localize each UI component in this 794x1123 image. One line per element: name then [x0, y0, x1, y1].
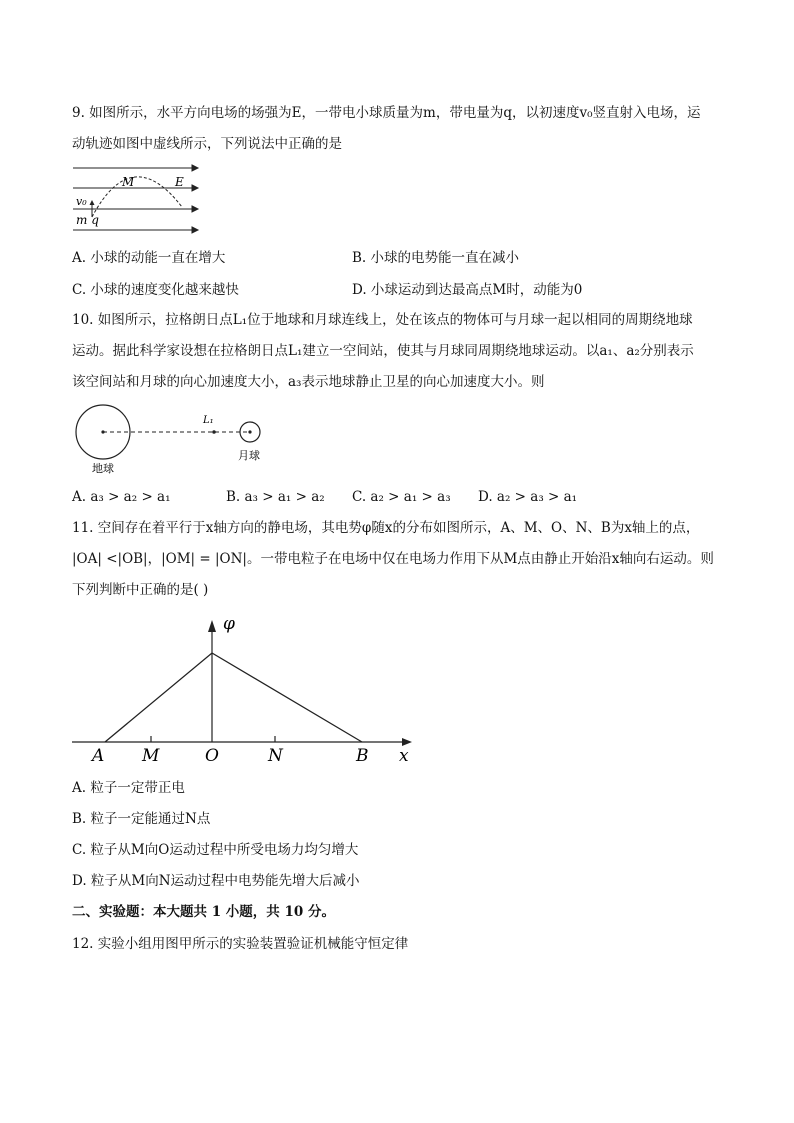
- q9-label-M: M: [122, 175, 135, 189]
- point-M-label: M: [142, 746, 160, 766]
- q9-option-c[interactable]: C. 小球的速度变化越来越快: [72, 282, 239, 298]
- q12-stem-line1: 12. 实验小组用图甲所示的实验装置验证机械能守恒定律: [72, 936, 409, 952]
- q11-option-c[interactable]: C. 粒子从M向O运动过程中所受电场力均匀增大: [72, 842, 359, 858]
- q10-stem-line1: 10. 如图所示，拉格朗日点L₁位于地球和月球连线上，处在该点的物体可与月球一起以相同的周期绕地球: [72, 312, 693, 328]
- q9-option-d[interactable]: D. 小球运动到达最高点M时，动能为0: [352, 282, 583, 298]
- q10-option-a[interactable]: A. a₃ > a₂ > a₁: [72, 489, 171, 505]
- q10-option-b[interactable]: B. a₃ > a₁ > a₂: [226, 489, 325, 505]
- potential-graph: [72, 612, 417, 767]
- q9-field-diagram: [72, 162, 197, 237]
- q10-option-c[interactable]: C. a₂ > a₁ > a₃: [352, 489, 451, 505]
- section-heading: 二、实验题：本大题共 1 小题，共 10 分。: [72, 904, 335, 920]
- earth-moon-diagram: [72, 405, 272, 475]
- l1-label: L₁: [203, 415, 214, 426]
- q10-option-d[interactable]: D. a₂ > a₃ > a₁: [478, 489, 578, 505]
- moon-label: 月球: [238, 449, 260, 462]
- x-axis-label: x: [399, 746, 409, 766]
- q9-label-E: E: [175, 175, 184, 189]
- q9-label-v0: v₀: [76, 195, 87, 208]
- q9-stem-line1: 9. 如图所示，水平方向电场的场强为E，一带电小球质量为m，带电量为q，以初速度v₀竖直射入电场，运: [72, 105, 701, 121]
- q9-stem-line2: 动轨迹如图中虚线所示，下列说法中正确的是: [72, 136, 342, 152]
- q11-option-a[interactable]: A. 粒子一定带正电: [72, 780, 185, 796]
- q10-stem-line3: 该空间站和月球的向心加速度大小，a₃表示地球静止卫星的向心加速度大小。则: [72, 374, 545, 390]
- point-O-label: O: [205, 746, 219, 766]
- q9-option-b[interactable]: B. 小球的电势能一直在减小: [352, 250, 520, 266]
- q9-label-mq: m q: [76, 213, 99, 227]
- earth-label: 地球: [92, 462, 114, 475]
- q11-stem-line1: 11. 空间存在着平行于x轴方向的静电场，其电势φ随x的分布如图所示，A、M、O、N、B为x轴上的点，: [72, 520, 700, 536]
- point-N-label: N: [268, 746, 283, 766]
- q9-option-a[interactable]: A. 小球的动能一直在增大: [72, 250, 226, 266]
- point-A-label: A: [92, 746, 105, 766]
- point-B-label: B: [356, 746, 369, 766]
- q11-stem-line3: 下列判断中正确的是( ): [72, 582, 209, 598]
- q11-option-d[interactable]: D. 粒子从M向N运动过程中电势能先增大后减小: [72, 873, 360, 889]
- phi-axis-label: φ: [223, 614, 235, 634]
- q11-option-b[interactable]: B. 粒子一定能通过N点: [72, 811, 211, 827]
- q11-stem-line2: |OA| <|OB|，|OM| = |ON|。一带电粒子在电场中仅在电场力作用下从M点由静止开始沿x轴向右运动。则: [72, 551, 714, 567]
- q10-stem-line2: 运动。据此科学家设想在拉格朗日点L₁建立一空间站，使其与月球同周期绕地球运动。以a₁、a₂分别表示: [72, 343, 694, 359]
